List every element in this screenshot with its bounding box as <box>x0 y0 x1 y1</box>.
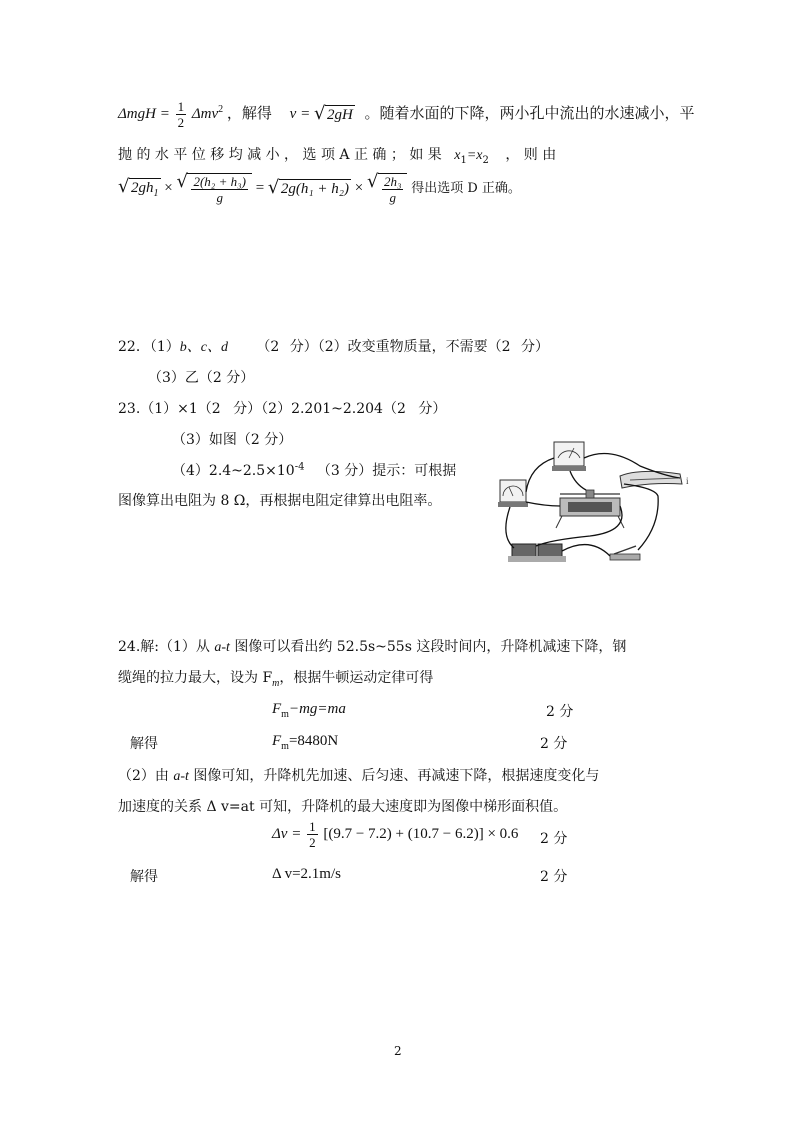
text: （3）如图（2 分） <box>172 432 293 448</box>
q24-eq4 <box>272 866 341 883</box>
subscript: 1 <box>460 154 467 166</box>
subscript: 2 <box>482 154 489 166</box>
op: × <box>164 179 173 196</box>
q21-line2 <box>118 144 556 166</box>
frac-den: g <box>216 190 223 205</box>
text-italic: a-t <box>214 640 230 655</box>
var: =x <box>466 148 483 163</box>
op: × <box>354 179 364 196</box>
sqrt <box>176 173 251 204</box>
q24-line2 <box>118 667 433 689</box>
eq-text: Δmv <box>191 105 219 122</box>
text: 得出选项 D 正确。 <box>411 180 521 196</box>
text: （4）2.4~2.5×10 <box>172 463 295 479</box>
frac-den: 2 <box>177 115 185 130</box>
text: 解得 <box>130 736 158 752</box>
circuit-photo <box>490 436 690 568</box>
text: 解得 <box>130 869 158 885</box>
eq-text: F <box>272 701 282 717</box>
q23-line2 <box>172 429 292 449</box>
sqrt <box>118 178 161 199</box>
text: 图像算出电阻为 8 Ω，再根据电阻定律算出电阻率。 <box>118 493 442 509</box>
frac-den: g <box>389 190 396 205</box>
frac-num: √ 2(h₂ + h₃) <box>193 174 246 189</box>
radicand: 2gH <box>326 107 353 123</box>
score: 2 分 <box>540 869 568 885</box>
q24-eq1-score <box>546 701 573 721</box>
q22-line2 <box>148 367 254 387</box>
q24-solve2-label <box>130 866 158 886</box>
text: 22．（1） <box>118 339 180 355</box>
text-italic: b、c、d <box>179 340 228 355</box>
text: 缆绳的拉力最大，设为 F <box>118 670 273 686</box>
subscript: m <box>272 677 280 689</box>
q23-line4 <box>118 490 441 510</box>
text: 图像可知，升降机先加速、后匀速、再减速下降，根据速度变化与 <box>193 768 600 784</box>
fraction <box>307 820 318 849</box>
sqrt <box>268 179 351 198</box>
q24-eq2 <box>272 733 338 752</box>
text: ， 则 由 <box>505 147 557 163</box>
superscript: -4 <box>294 461 305 473</box>
page-number <box>394 1044 402 1058</box>
q23-line3 <box>172 460 456 480</box>
eq-text: [(9.7 − 7.2) + (10.7 − 6.2)] × 0.6 <box>323 825 519 842</box>
q24-line4 <box>118 796 567 816</box>
text: 。随着水面的下降，两小孔中流出的水速减小，平 <box>364 105 695 122</box>
var: x <box>454 148 461 163</box>
fraction <box>176 100 187 129</box>
eq-text: −mg=ma <box>288 701 346 717</box>
text: 23.（1）×1（2 分）（2）2.201~2.204（2 分） <box>118 401 447 417</box>
text: （3 分）提示：可根据 <box>316 463 457 479</box>
text: 抛 的 水 平 位 移 均 减 小 ， 选 项 A 正 确 ； 如 果 <box>118 147 442 163</box>
superscript: 2 <box>218 103 224 115</box>
page-number-text: 2 <box>394 1044 402 1058</box>
text-italic: a-t <box>173 769 189 784</box>
score: 2 分 <box>540 736 568 752</box>
q24-eq3-score <box>540 828 567 848</box>
q23-line1 <box>118 398 446 418</box>
figure-letter: i <box>686 476 689 486</box>
frac-num: √ 2h₃ <box>383 174 402 189</box>
q24-eq1 <box>272 701 346 720</box>
eq-text: Δ v=2.1m/s <box>272 866 341 882</box>
text: （3）乙（2 分） <box>148 370 255 386</box>
q24-eq2-score <box>540 733 567 753</box>
sqrt <box>367 173 408 204</box>
frac-num: 1 <box>309 819 316 834</box>
text: ，解得 <box>226 105 272 122</box>
text: 24.解:（1）从 <box>118 639 210 655</box>
q24-line1 <box>118 636 626 656</box>
q21-line3 <box>118 173 521 204</box>
q21-line1 <box>118 100 695 129</box>
eq-text: v = <box>289 105 311 122</box>
circuit-figure <box>490 436 690 568</box>
eq-text: =8480N <box>288 733 339 749</box>
eq-text: Δv = <box>272 825 302 842</box>
eq-text: F <box>272 733 282 749</box>
q24-eq3 <box>272 820 518 849</box>
score: 2 分 <box>546 704 574 720</box>
eq-text: ΔmgH = <box>118 105 170 122</box>
subscript: 1 <box>153 188 159 199</box>
radicand: 2gh <box>131 180 154 196</box>
score: 2 分 <box>540 831 568 847</box>
op: = <box>255 179 265 196</box>
radicand: 2g(h₁ + h₂) <box>280 181 349 197</box>
subscript: m <box>281 709 289 720</box>
q22-line1 <box>118 336 549 356</box>
subscript: m <box>281 741 289 752</box>
text: （2 分）（2）改变重物质量，不需要（2 分） <box>256 339 550 355</box>
q24-eq4-score <box>540 866 567 886</box>
frac-num: 1 <box>177 99 185 114</box>
text: 加速度的关系 Δ v=at 可知，升降机的最大速度即为图像中梯形面积值。 <box>118 799 568 815</box>
text: 图像可以看出约 52.5s~55s 这段时间内，升降机减速下降，钢 <box>234 639 627 655</box>
sqrt <box>314 105 355 124</box>
frac-den: 2 <box>309 835 316 850</box>
q24-line3 <box>118 765 599 785</box>
text: （2）由 <box>118 768 169 784</box>
q24-solve1-label <box>130 733 158 753</box>
text: ，根据牛顿运动定律可得 <box>279 670 434 686</box>
